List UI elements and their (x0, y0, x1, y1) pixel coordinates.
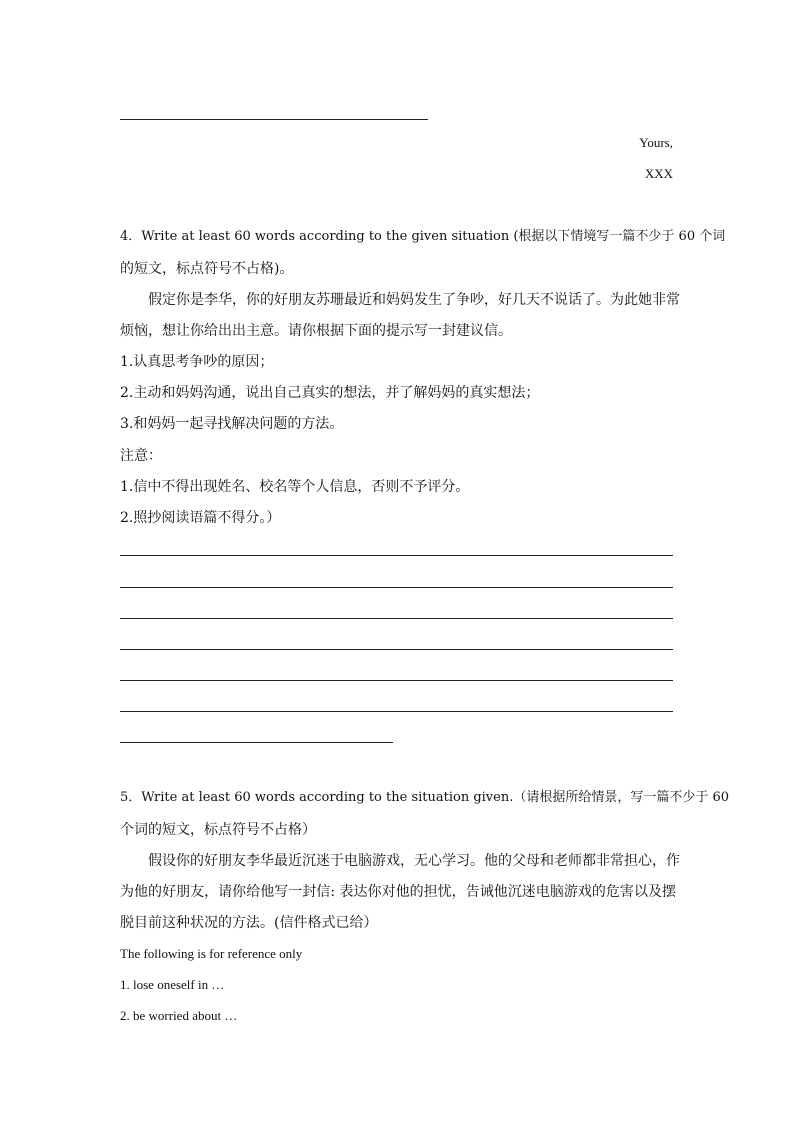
letter-signature: XXX (644, 166, 673, 181)
answer-line[interactable] (120, 555, 673, 556)
q4-note-2: 2.照抄阅读语篇不得分。） (120, 510, 281, 526)
answer-line[interactable] (120, 618, 673, 619)
q4-situation-cont: 烦恼，想让你给出出主意。请你根据下面的提示写一封建议信。 (120, 323, 512, 339)
q4-notes-title: 注意： (120, 448, 162, 464)
q5-situation-end: 脱目前这种状况的方法。(信件格式已给） (120, 915, 378, 931)
q4-situation: 假定你是李华，你的好朋友苏珊最近和妈妈发生了争吵，好几天不说话了。为此她非常 (148, 292, 680, 308)
q4-hint-1: 1.认真思考争吵的原因； (120, 354, 274, 370)
q4-note-1: 1.信中不得出现姓名、校名等个人信息，否则不予评分。 (120, 479, 470, 495)
q4-prompt-cont: 的短文，标点符号不占格)。 (120, 261, 294, 277)
q5-situation: 假设你的好朋友李华最近沉迷于电脑游戏，无心学习。他的父母和老师都非常担心，作 (148, 853, 680, 869)
answer-line[interactable] (120, 587, 673, 588)
q5-situation-cont: 为他的好朋友，请你给他写一封信: 表达你对他的担忧，告诫他沉迷电脑游戏的危害以及摆 (120, 884, 676, 900)
q5-prompt-cont: 个词的短文，标点符号不占格） (120, 822, 316, 838)
q4-hint-2: 2.主动和妈妈沟通，说出自己真实的想法，并了解妈妈的真实想法； (120, 385, 540, 401)
q5-reference-2: 2. be worried about … (120, 1008, 238, 1023)
answer-line[interactable] (120, 649, 673, 650)
q4-hint-3: 3.和妈妈一起寻找解决问题的方法。 (120, 416, 344, 432)
answer-line[interactable] (120, 711, 673, 712)
answer-line[interactable] (120, 119, 428, 120)
letter-closing: Yours, (639, 135, 673, 150)
q5-prompt: 5．Write at least 60 words according to the situation given.（请根据所给情景，写一篇不少于 60 (120, 790, 730, 805)
answer-line[interactable] (120, 680, 673, 681)
q5-reference-title: The following is for reference only (120, 946, 303, 961)
q5-reference-1: 1. lose oneself in … (120, 977, 225, 992)
answer-line[interactable] (120, 742, 393, 743)
q4-prompt: 4．Write at least 60 words according to the given situation (根据以下情境写一篇不少于 60 个词 (120, 229, 726, 244)
